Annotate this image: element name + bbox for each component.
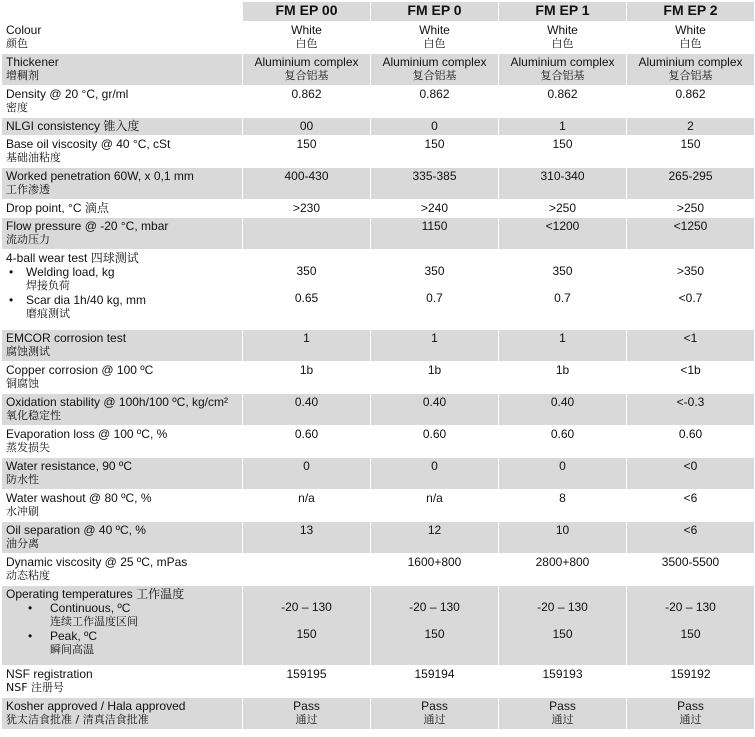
cell-value: 310-340	[499, 168, 627, 200]
cell-value: 13	[243, 522, 371, 554]
row-label: Oxidation stability @ 100h/100 ºC, kg/cm² 氧化稳定性	[2, 394, 243, 426]
cell-value: n/a	[371, 490, 499, 522]
row-label: EMCOR corrosion test 腐蚀测试	[2, 330, 243, 362]
cell-value: 8	[499, 490, 627, 522]
row-label: Copper corrosion @ 100 ºC 铜腐蚀	[2, 362, 243, 394]
row-label: 4-ball wear test 四球测试 • Welding load, kg 焊接负荷 • Scar dia 1h/40 kg, mm 磨痕测试	[2, 250, 243, 330]
cell-value: 0.862	[627, 86, 755, 118]
cell-value: 1b	[243, 362, 371, 394]
row-base-oil-viscosity	[2, 136, 755, 168]
row-oxidation-stability	[2, 394, 755, 426]
cell-value: 350 0.7	[499, 250, 627, 330]
row-density	[2, 86, 755, 118]
row-label: Operating temperatures 工作温度 • Continuous, ºC 连续工作温度区间 • Peak, ºC 瞬间高温	[2, 586, 243, 666]
cell-value: 2800+800	[499, 554, 627, 586]
cell-value: Aluminium complex 复合铝基	[371, 54, 499, 86]
row-label: Kosher approved / Hala approved 犹太洁食批准 / 清真洁食批准	[2, 698, 243, 730]
cell-value: n/a	[243, 490, 371, 522]
spec-table	[1, 1, 755, 730]
row-flow-pressure	[2, 218, 755, 250]
cell-value: 12	[371, 522, 499, 554]
cell-value: 150	[627, 136, 755, 168]
cell-value: -20 – 130 150	[243, 586, 371, 666]
cell-value: 10	[499, 522, 627, 554]
cell-value: 00	[243, 118, 371, 136]
cell-value: <1	[627, 330, 755, 362]
bullet-icon: •	[28, 629, 33, 643]
row-copper-corrosion	[2, 362, 755, 394]
cell-value: 0.60	[627, 426, 755, 458]
cell-value: 0.40	[371, 394, 499, 426]
row-nlgi-consistency	[2, 118, 755, 136]
row-thickener	[2, 54, 755, 86]
cell-value: 0.60	[499, 426, 627, 458]
row-label: Water resistance, 90 ºC 防水性	[2, 458, 243, 490]
cell-value: 1600+800	[371, 554, 499, 586]
header-fm-ep-2: FM EP 2	[627, 2, 755, 22]
row-colour	[2, 22, 755, 54]
cell-value: 350 0.7	[371, 250, 499, 330]
cell-value: 3500-5500	[627, 554, 755, 586]
cell-value: 1	[499, 330, 627, 362]
row-label: Evaporation loss @ 100 ºC, % 蒸发损失	[2, 426, 243, 458]
cell-value: >240	[371, 200, 499, 218]
row-label: NSF registration NSF 注册号	[2, 666, 243, 698]
cell-value: 400-430	[243, 168, 371, 200]
cell-value: 150	[499, 136, 627, 168]
cell-value: 2	[627, 118, 755, 136]
row-oil-separation	[2, 522, 755, 554]
sub-item-welding-load: • Welding load, kg	[9, 265, 115, 279]
row-label: NLGI consistency 锥入度	[2, 118, 243, 136]
cell-value: White 白色	[499, 22, 627, 54]
cell-value: <0	[627, 458, 755, 490]
cell-value: >250	[499, 200, 627, 218]
cell-value: White 白色	[371, 22, 499, 54]
cell-value: 159194	[371, 666, 499, 698]
row-drop-point	[2, 200, 755, 218]
sub-item-continuous: • Continuous, ºC	[28, 601, 131, 615]
cell-value: 0	[371, 458, 499, 490]
row-kosher-hala	[2, 698, 755, 730]
cell-value: 159193	[499, 666, 627, 698]
cell-value: 159192	[627, 666, 755, 698]
row-evaporation-loss	[2, 426, 755, 458]
row-label: Worked penetration 60W, x 0,1 mm 工作渗透	[2, 168, 243, 200]
row-label: Density @ 20 °C, gr/ml 密度	[2, 86, 243, 118]
header-blank-cell	[2, 2, 243, 22]
row-operating-temperatures	[2, 586, 755, 666]
row-label: Thickener 增稠剂	[2, 54, 243, 86]
cell-value: 1	[499, 118, 627, 136]
header-fm-ep-0: FM EP 0	[371, 2, 499, 22]
cell-value: 0	[243, 458, 371, 490]
row-label: Base oil viscosity @ 40 °C, cSt 基础油粘度	[2, 136, 243, 168]
bullet-icon: •	[9, 265, 14, 279]
cell-value: 150	[371, 136, 499, 168]
row-label: Oil separation @ 40 ºC, % 油分离	[2, 522, 243, 554]
cell-value: Pass 通过	[371, 698, 499, 730]
cell-value: White 白色	[243, 22, 371, 54]
cell-value: 0.862	[499, 86, 627, 118]
cell-value: White 白色	[627, 22, 755, 54]
bullet-icon: •	[28, 601, 33, 615]
cell-value: 265-295	[627, 168, 755, 200]
cell-value: <1250	[627, 218, 755, 250]
row-label: Colour 颜色	[2, 22, 243, 54]
sub-item-peak: • Peak, ºC	[28, 629, 98, 643]
cell-value: 0.40	[243, 394, 371, 426]
cell-value: Pass 通过	[243, 698, 371, 730]
cell-value: <6	[627, 522, 755, 554]
cell-value: 0.862	[243, 86, 371, 118]
sub-item-scar-dia: • Scar dia 1h/40 kg, mm	[9, 293, 147, 307]
cell-value: -20 – 130 150	[627, 586, 755, 666]
cell-value: <1b	[627, 362, 755, 394]
row-label: Drop point, °C 滴点	[2, 200, 243, 218]
cell-value: <1200	[499, 218, 627, 250]
row-worked-penetration	[2, 168, 755, 200]
row-dynamic-viscosity	[2, 554, 755, 586]
row-nsf-registration	[2, 666, 755, 698]
row-emcor-corrosion	[2, 330, 755, 362]
cell-value: Aluminium complex 复合铝基	[499, 54, 627, 86]
cell-value	[243, 218, 371, 250]
cell-value: <-0.3	[627, 394, 755, 426]
cell-value: 1b	[371, 362, 499, 394]
cell-value: 1	[243, 330, 371, 362]
cell-value: Pass 通过	[627, 698, 755, 730]
row-water-resistance	[2, 458, 755, 490]
cell-value: -20 – 130 150	[371, 586, 499, 666]
row-four-ball-wear-test	[2, 250, 755, 330]
cell-value: Aluminium complex 复合铝基	[627, 54, 755, 86]
cell-value: 335-385	[371, 168, 499, 200]
row-label: Water washout @ 80 ºC, % 水冲刷	[2, 490, 243, 522]
cell-value: 0	[499, 458, 627, 490]
header-fm-ep-00: FM EP 00	[243, 2, 371, 22]
cell-value: Aluminium complex 复合铝基	[243, 54, 371, 86]
row-water-washout	[2, 490, 755, 522]
cell-value: 150	[243, 136, 371, 168]
cell-value: 0.60	[243, 426, 371, 458]
cell-value: 0.60	[371, 426, 499, 458]
row-label: Flow pressure @ -20 °C, mbar 流动压力	[2, 218, 243, 250]
header-fm-ep-1: FM EP 1	[499, 2, 627, 22]
bullet-icon: •	[9, 293, 14, 307]
cell-value: 1b	[499, 362, 627, 394]
cell-value: 350 0.65	[243, 250, 371, 330]
cell-value: >350 <0.7	[627, 250, 755, 330]
cell-value: 159195	[243, 666, 371, 698]
cell-value: 1	[371, 330, 499, 362]
header-row	[2, 2, 755, 22]
cell-value	[243, 554, 371, 586]
row-label: Dynamic viscosity @ 25 ºC, mPas 动态粘度	[2, 554, 243, 586]
cell-value: 0	[371, 118, 499, 136]
cell-value: >250	[627, 200, 755, 218]
cell-value: >230	[243, 200, 371, 218]
cell-value: <6	[627, 490, 755, 522]
cell-value: -20 – 130 150	[499, 586, 627, 666]
cell-value: 1150	[371, 218, 499, 250]
cell-value: 0.40	[499, 394, 627, 426]
cell-value: Pass 通过	[499, 698, 627, 730]
cell-value: 0.862	[371, 86, 499, 118]
